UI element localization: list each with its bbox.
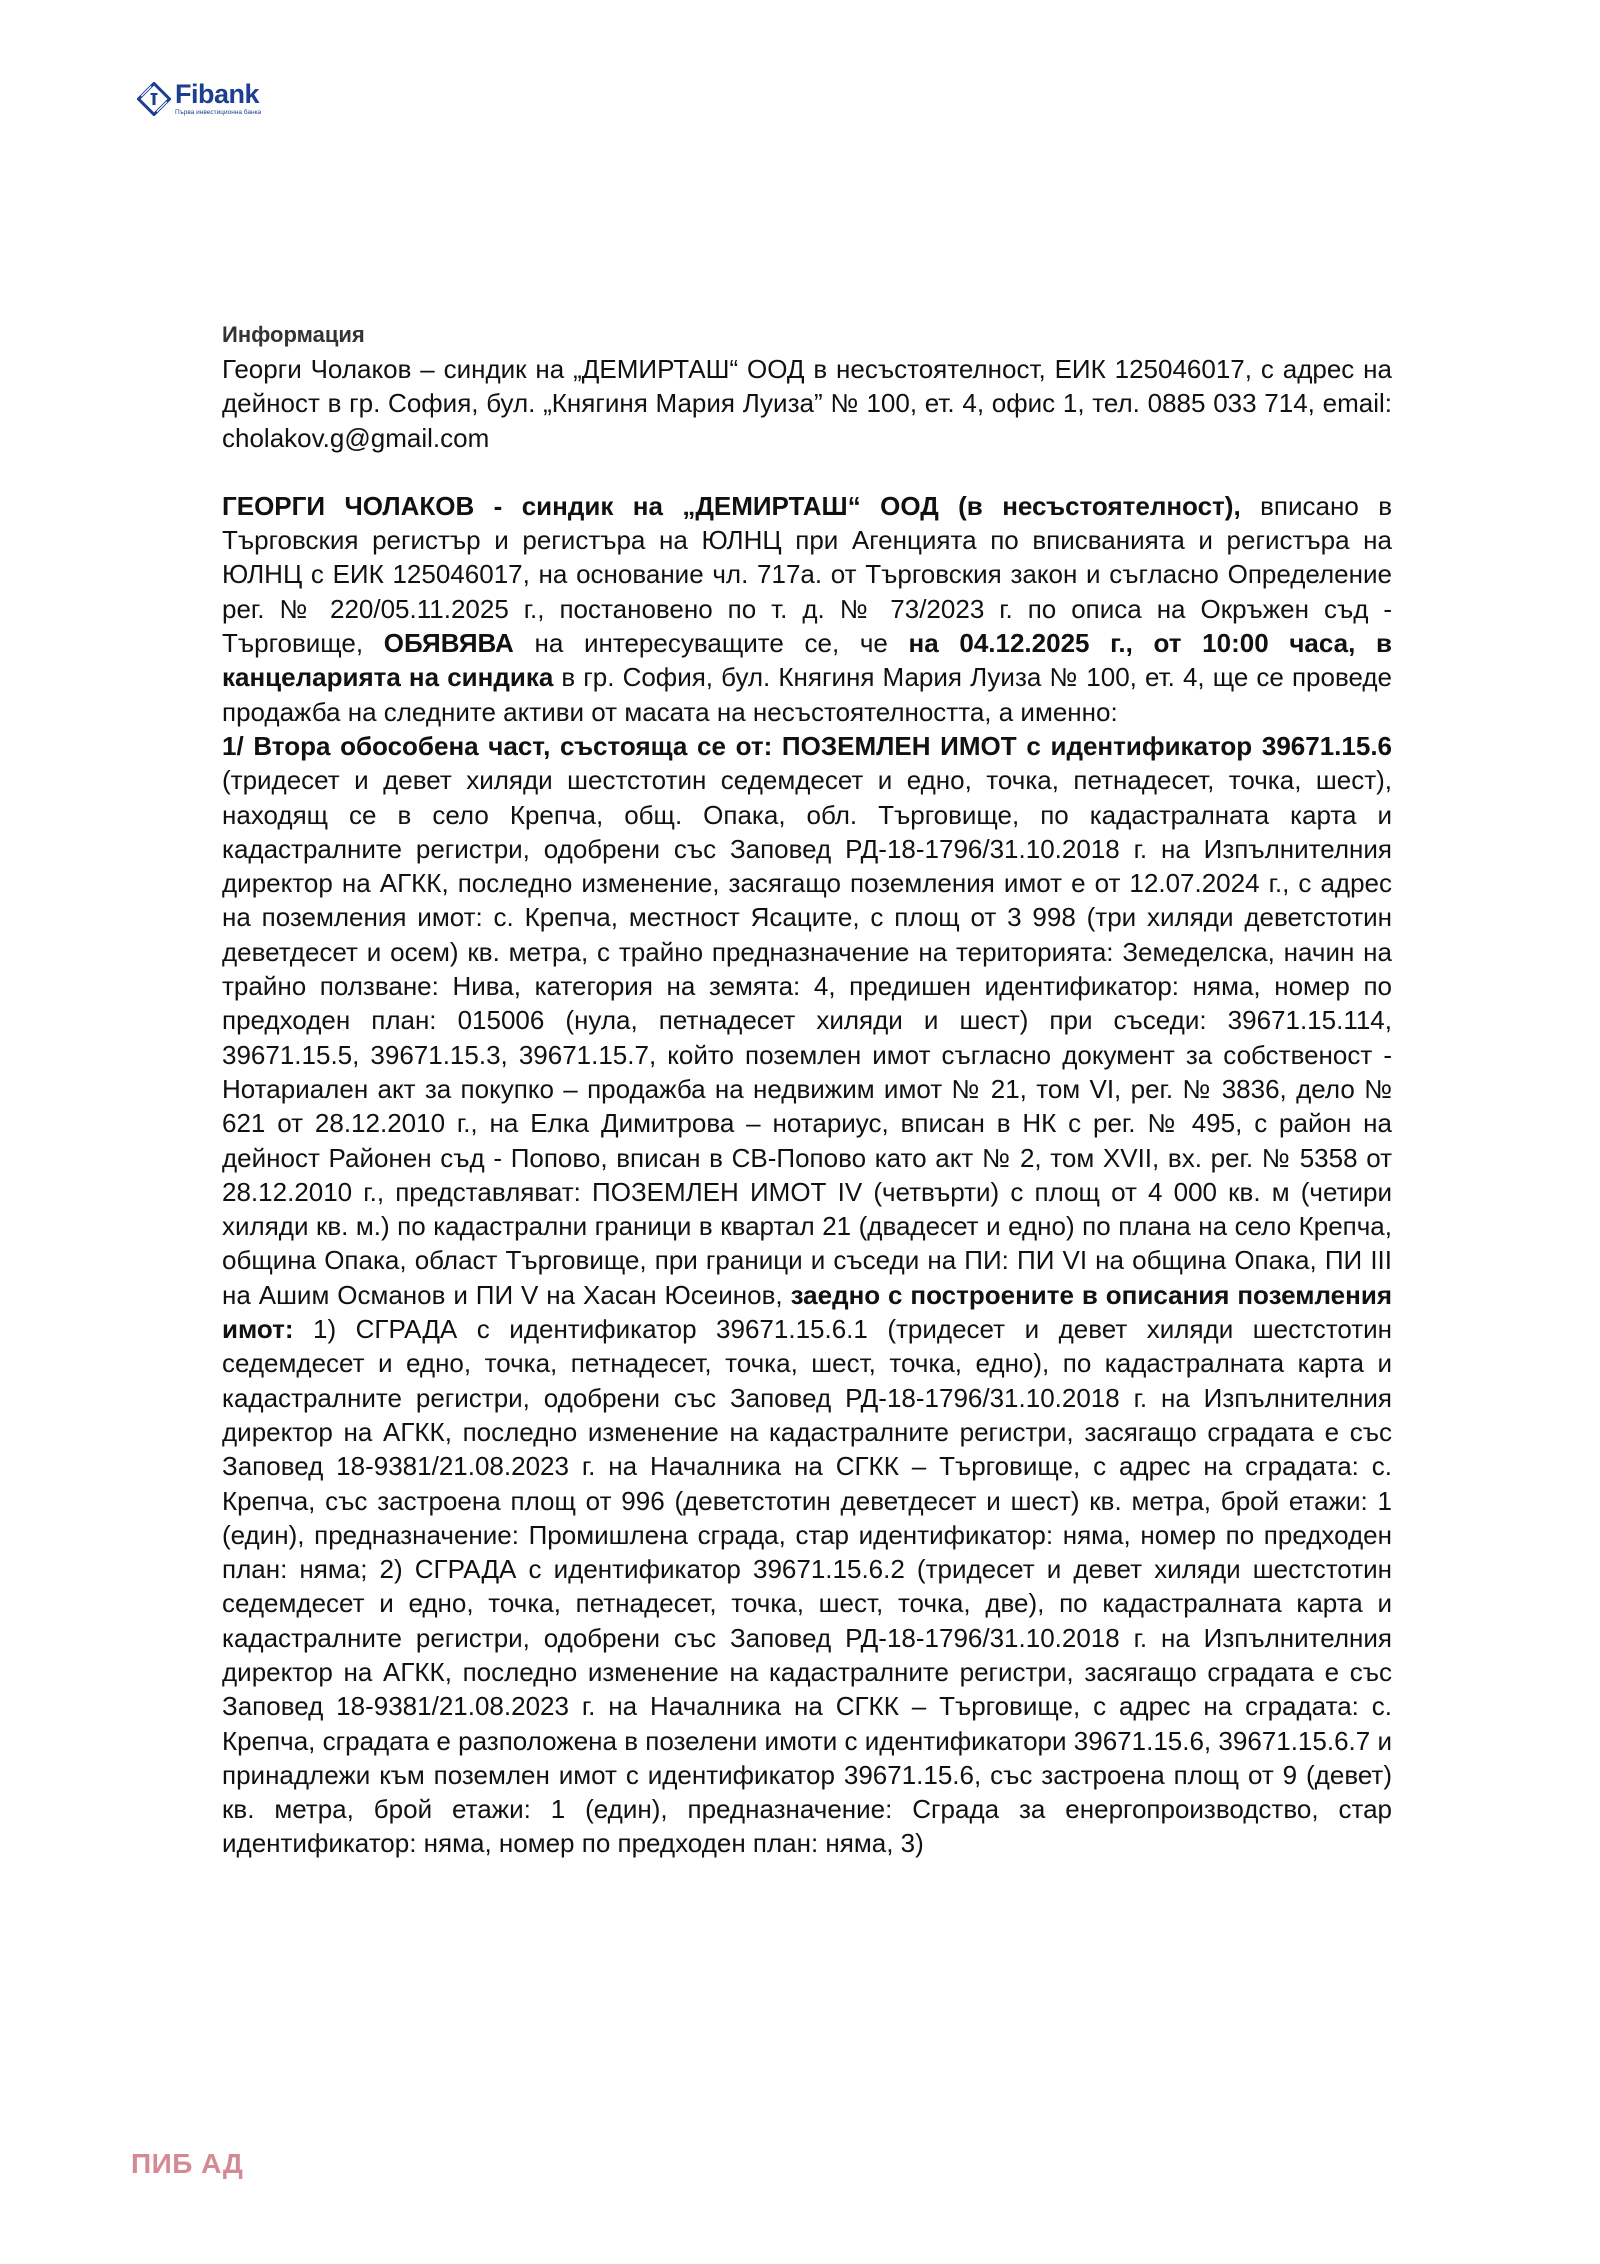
trustee-name: ГЕОРГИ ЧОЛАКОВ - синдик на „ДЕМИРТАШ“ ООД (в несъстоятелност), <box>222 490 1241 521</box>
announcement-text-1: вписано в Търговския регистър и регистъра на ЮЛНЦ при Агенцията по вписванията и регистъра на ЮЛНЦ с ЕИК 125046017, на основание чл. 717а. от Търговския закон и съгласно Определение рег. № 220/05.11.2025 г., постановено по т. д. № 73/2023 г. по описа на Окръжен съд - Търговище, <box>222 490 1392 659</box>
announcement-text-2: на интересуващите се, че <box>513 628 909 659</box>
fibank-diamond-icon <box>137 82 171 116</box>
sale-date-time-place: на 04.12.2025 г., от 10:00 часа, в канцеларията на синдика <box>222 628 1392 693</box>
document-body <box>222 318 1392 1861</box>
announcement-paragraph <box>222 489 1392 729</box>
fibank-logo <box>137 80 261 117</box>
contact-paragraph: Георги Чолаков – синдик на „ДЕМИРТАШ“ ООД в несъстоятелност, ЕИК 125046017, с адрес на дейност в гр. София, бул. „Княгиня Мария Луиза” № 100, ет. 4, офис 1, тел. 0885 033 714, email: cholakov.g@gmail.com <box>222 354 1392 453</box>
asset-item-1-description: (тридесет и девет хиляди шестстотин седемдесет и едно, точка, петнадесет, точка, шест), находящ се в село Крепча, общ. Опака, обл. Търговище, по кадастралната карта и кадастралните регистри, одобрени със Заповед РД-18-1796/31.10.2018 г. на Изпълнителния директор на АГКК, последно изменение, засягащо поземления имот е от 12.07.2024 г., с адрес на поземления имот: с. Крепча, местност Ясаците, с площ от 3 998 (три хиляди деветстотин деветдесет и осем) кв. метра, с трайно предназначение на територията: Земеделска, начин на трайно ползване: Нива, категория на земята: 4, предишен идентификатор: няма, номер по предходен план: 015006 (нула, петнадесет хиляди и шест) при съседи: 39671.15.114, 39671.15.5, 39671.15.3, 39671.15.7, който поземлен имот съгласно документ за собственост - Нотариален акт за покупко – продажба на недвижим имот № 21, том VI, рег. № 3836, дело № 621 от 28.12.2010 г., на Елка Димитрова – нотариус, вписан в НК с рег. № 495, с район на дейност Районен съд - Попово, вписан в СВ-Попово като акт № 2, том XVII, вх. рег. № 5358 от 28.12.2010 г., представляват: ПОЗЕМЛЕН ИМОТ IV (четвърти) с площ от 4 000 кв. м (четири хиляди кв. м.) по кадастрални граници в квартал 21 (двадесет и едно) по плана на село Крепча, община Опака, област Търговище, при граници и съседи на ПИ: ПИ VI на община Опака, ПИ III на Ашим Османов и ПИ V на Хасан Юсеинов, <box>222 765 1392 1310</box>
asset-item-1 <box>222 729 1392 1861</box>
announces-keyword: ОБЯВЯВА <box>383 628 514 659</box>
asset-item-1-buildings: 1) СГРАДА с идентификатор 39671.15.6.1 (тридесет и девет хиляди шестстотин седемдесет и едно, точка, петнадесет, точка, шест, точка, едно), по кадастралната карта и кадастралните регистри, одобрени със Заповед РД-18-1796/31.10.2018 г. на Изпълнителния директор на АГКК, последно изменение на кадастралните регистри, засягащо сградата е със Заповед 18-9381/21.08.2023 г. на Началника на СГКК – Търговище, с адрес на сградата: с. Крепча, със застроена площ от 996 (деветстотин деветдесет и шест) кв. метра, брой етажи: 1 (един), предназначение: Промишлена сграда, стар идентификатор: няма, номер по предходен план: няма; 2) СГРАДА с идентификатор 39671.15.6.2 (тридесет и девет хиляди шестстотин седемдесет и едно, точка, петнадесет, точка, шест, точка, две), по кадастралната карта и кадастралните регистри, одобрени със Заповед РД-18-1796/31.10.2018 г. на Изпълнителния директор на АГКК, последно изменение на кадастралните регистри, засягащо сградата е със Заповед 18-9381/21.08.2023 г. на Началника на СГКК – Търговище, с адрес на сградата: с. Крепча, сградата е разположена в позелени имоти с идентификатори 39671.15.6, 39671.15.6.7 и принадлежи към поземлен имот с идентификатор 39671.15.6, със застроена площ от 9 (девет) кв. метра, брой етажи: 1 (един), предназначение: Сграда за енергопроизводство, стар идентификатор: няма, номер по предходен план: няма, 3) <box>222 1314 1392 1859</box>
asset-item-1-title: 1/ Втора обособена част, състояща се от: ПОЗЕМЛЕН ИМОТ с идентификатор 39671.15.6 <box>222 730 1392 761</box>
announcement-text-3: в гр. София, бул. Княгиня Мария Луиза № 100, ет. 4, ще се проведе продажба на следните активи от масата на несъстоятелността, а именно: <box>222 662 1392 727</box>
brand-tagline: Първа инвестиционна банка <box>175 109 262 116</box>
section-label: Информация <box>222 322 365 347</box>
asset-item-1-buildings-heading: заедно с построените в описания поземления имот: <box>222 1279 1393 1345</box>
brand-name: Fibank <box>175 79 260 109</box>
footer-watermark: ПИБ АД <box>131 2148 244 2179</box>
